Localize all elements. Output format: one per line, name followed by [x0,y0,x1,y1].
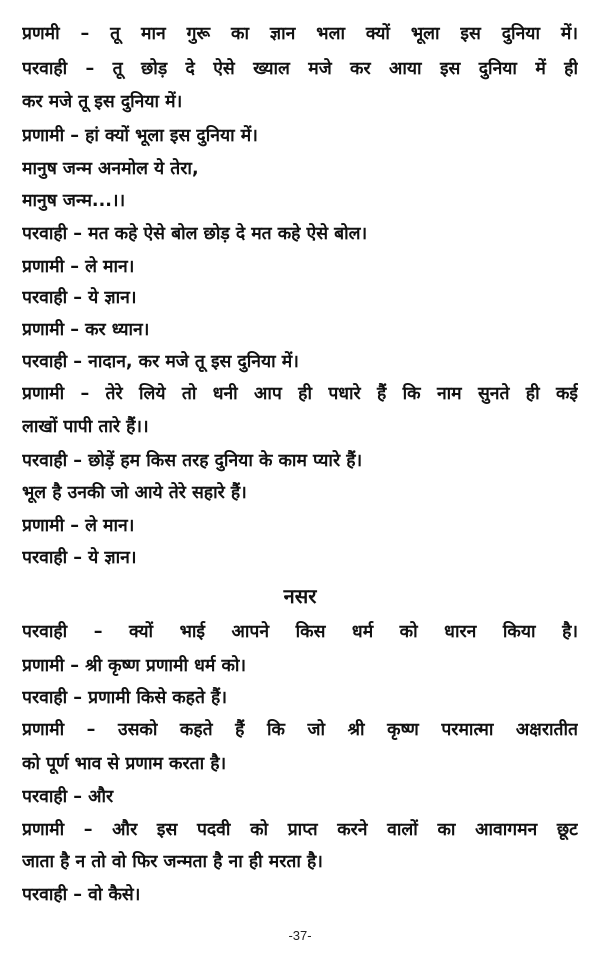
text-line: प्रणामी – ले मान। [22,257,135,277]
text-line: लाखों पापी तारे हैं।। [22,417,149,437]
text-line: परवाही – नादान, कर मजे तू इस दुनिया में। [22,352,299,372]
text-line: परवाही – वो कैसे। [22,885,141,905]
text-line: प्रणमी – तू मान गुरू का ज्ञान भला क्यों भूला इस दुनिया में। [22,24,578,44]
text-line: भूल है उनकी जो आये तेरे सहारे हैं। [22,483,247,503]
text-line: परवाही – तू छोड़ दे ऐसे ख्याल मजे कर आया इस दुनिया में ही [22,59,578,79]
text-line: परवाही – प्रणामी किसे कहते हैं। [22,688,227,708]
text-line: परवाही – मत कहे ऐसे बोल छोड़ दे मत कहे ऐसे बोल। [22,224,368,244]
text-line: को पूर्ण भाव से प्रणाम करता है। [22,754,227,774]
text-line: प्रणामी – उसको कहते हैं कि जो श्री कृष्ण परमात्मा अक्षरातीत [22,720,578,740]
text-line: प्रणामी – हां क्यों भूला इस दुनिया में। [22,126,258,146]
text-line: परवाही – छोड़ें हम किस तरह दुनिया के काम प्यारे हैं। [22,451,363,471]
text-line: परवाही – और [22,787,114,807]
text-line: प्रणामी – तेरे लिये तो धनी आप ही पधारे हैं कि नाम सुनते ही कई [22,384,578,404]
text-line: प्रणामी – ले मान। [22,516,135,536]
text-line: परवाही – ये ज्ञान। [22,288,137,308]
text-line: परवाही – ये ज्ञान। [22,548,137,568]
text-line: प्रणामी – कर ध्यान। [22,320,150,340]
text-line: परवाही – क्यों भाई आपने किस धर्म को धारन किया है। [22,622,578,642]
text-line: प्रणामी – और इस पदवी को प्राप्त करने वालों का आवागमन छूट [22,820,578,840]
text-line: प्रणामी – श्री कृष्ण प्रणामी धर्म को। [22,656,247,676]
text-line: मानुष जन्म...।। [22,191,126,211]
section-heading: नसर [283,584,317,608]
text-line: जाता है न तो वो फिर जन्मता है ना ही मरता है। [22,852,323,872]
page-number: -37- [288,928,312,943]
text-line: मानुष जन्म अनमोल ये तेरा, [22,159,199,179]
text-line: कर मजे तू इस दुनिया में। [22,92,183,112]
